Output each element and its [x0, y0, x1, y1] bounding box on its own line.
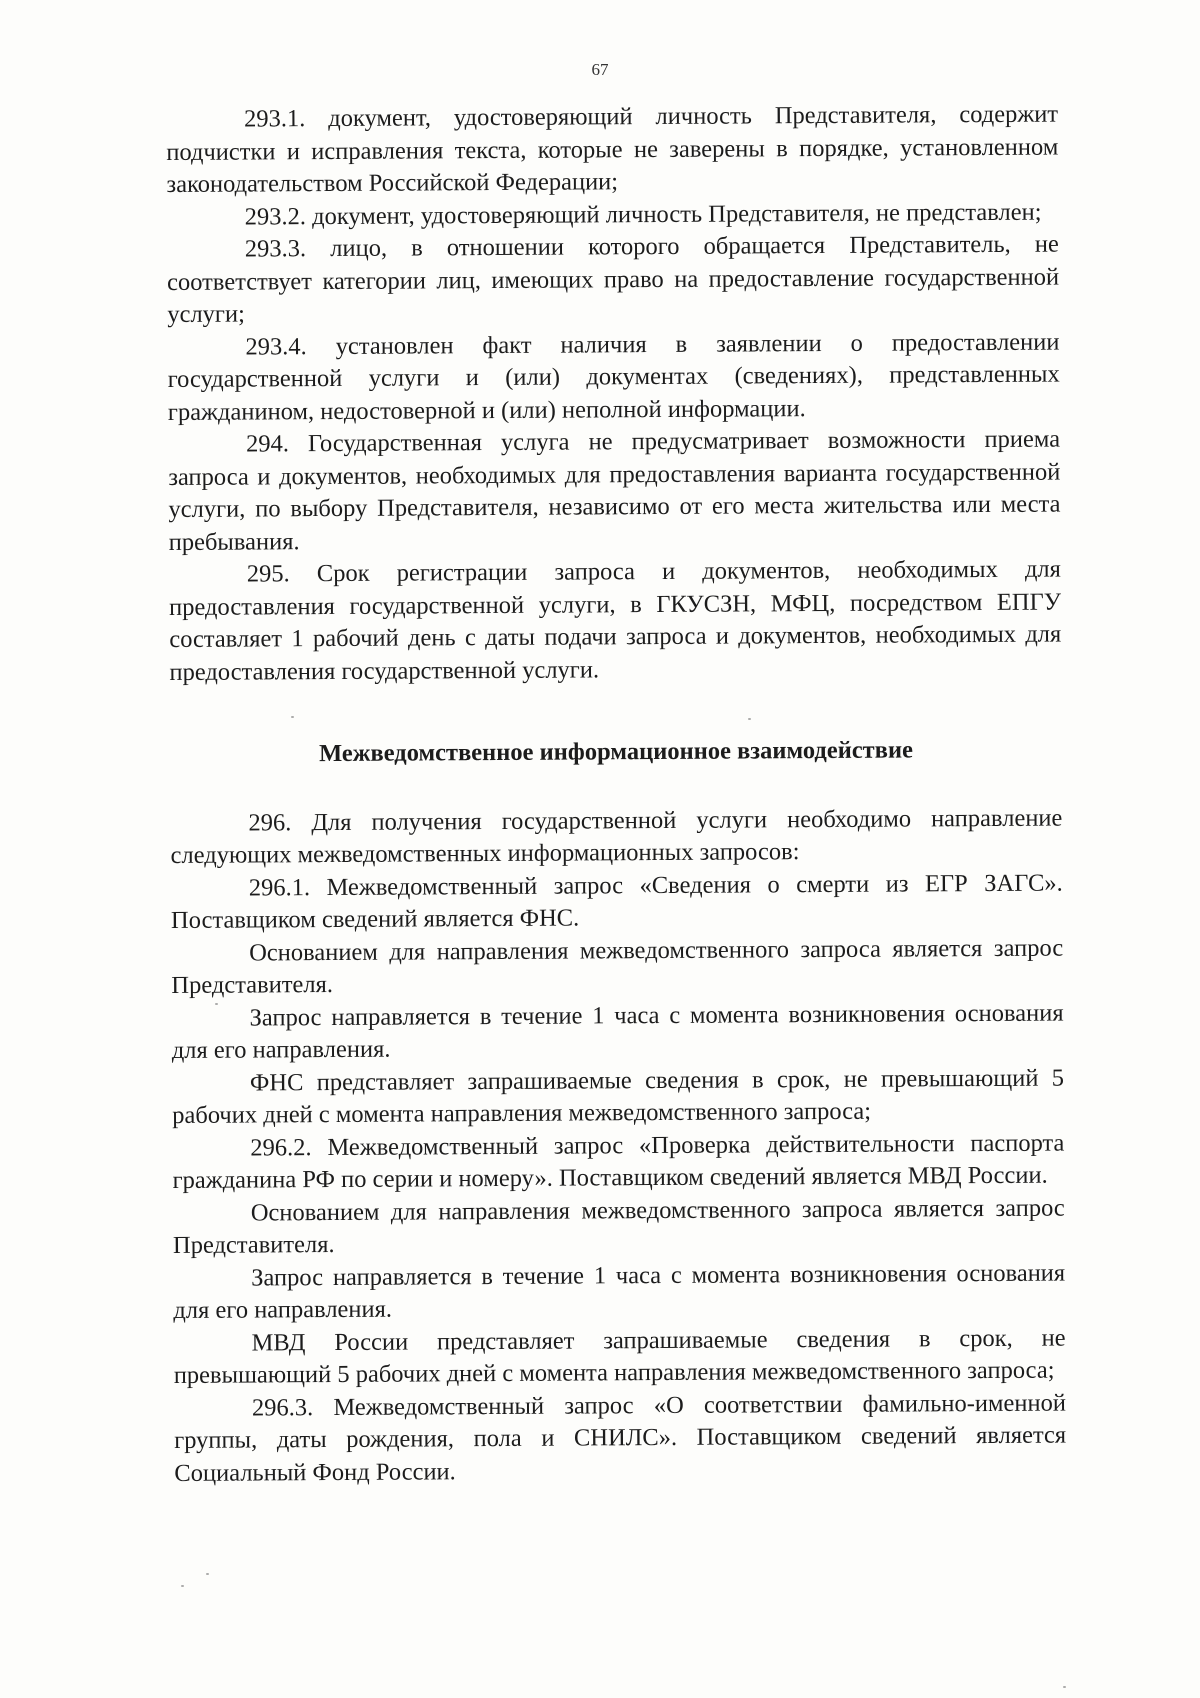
paragraph-296-2-timing: Запрос направляется в течение 1 часа с момента возникновения основания для его направления. — [173, 1259, 1066, 1324]
paragraph-296-3: 296.3. Межведомственный запрос «О соответствии фамильно-именной группы, даты рождения, пола и СНИЛС». Поставщиком сведений является Социальный Фонд России. — [174, 1389, 1067, 1487]
section-heading: Межведомственное информационное взаимодействие — [318, 736, 913, 768]
scan-speck — [291, 716, 294, 718]
scan-speck — [181, 1585, 184, 1587]
paragraph-293-1: 293.1. документ, удостоверяющий личность Представителя, содержит подчистки и исправления текста, которые не заверены в порядке, установленном законодательством Российской Федерации; — [166, 100, 1059, 198]
scan-speck — [206, 1573, 209, 1575]
paragraph-293-4: 293.4. установлен факт наличия в заявлении о предоставлении государственной услуги и (или) документах (сведениях), представленных гражданином, недостоверной и (или) неполной информации. — [167, 328, 1060, 426]
paragraph-296-1-timing: Запрос направляется в течение 1 часа с момента возникновения основания для его направления. — [171, 999, 1064, 1064]
scan-speck — [1063, 1686, 1066, 1688]
paragraph-293-3: 293.3. лицо, в отношении которого обращается Представитель, не соответствует категории лиц, имеющих право на предоставление государственной услуги; — [167, 230, 1060, 328]
paragraph-296-2-basis: Основанием для направления межведомственного запроса является запрос Представителя. — [172, 1194, 1065, 1259]
paragraph-296-2-response: МВД России представляет запрашиваемые сведения в срок, не превышающий 5 рабочих дней с момента направления межведомственного запроса; — [173, 1324, 1066, 1389]
paragraph-296-1: 296.1. Межведомственный запрос «Сведения о смерти из ЕГР ЗАГС». Поставщиком сведений является ФНС. — [170, 869, 1063, 934]
paragraph-296-1-basis: Основанием для направления межведомственного запроса является запрос Представителя. — [171, 934, 1064, 999]
paragraph-296-2: 296.2. Межведомственный запрос «Проверка действительности паспорта гражданина РФ по серии и номеру». Поставщиком сведений является МВД России. — [172, 1129, 1065, 1194]
paragraph-293-2: 293.2. документ, удостоверяющий личность Представителя, не представлен; — [244, 198, 1042, 231]
paragraph-296: 296. Для получения государственной услуги необходимо направление следующих межведомственных информационных запросов: — [170, 804, 1063, 869]
paragraph-296-1-response: ФНС представляет запрашиваемые сведения в срок, не превышающий 5 рабочих дней с момента направления межведомственного запроса; — [172, 1064, 1065, 1129]
scan-speck — [215, 1003, 218, 1005]
document-body — [166, 99, 1066, 1490]
page-number: 67 — [591, 60, 609, 79]
paragraph-294: 294. Государственная услуга не предусматривает возможности приема запроса и документов, необходимых для предоставления варианта государственной услуги, по выбору Представителя, независимо от его места жительства или места пребывания. — [168, 425, 1061, 556]
scan-speck — [748, 718, 751, 720]
paragraph-295: 295. Срок регистрации запроса и документов, необходимых для предоставления государственной услуги, в ГКУСЗН, МФЦ, посредством ЕПГУ составляет 1 рабочий день с даты подачи запроса и документов, необходимых для предоставления государственной услуги. — [168, 555, 1062, 686]
